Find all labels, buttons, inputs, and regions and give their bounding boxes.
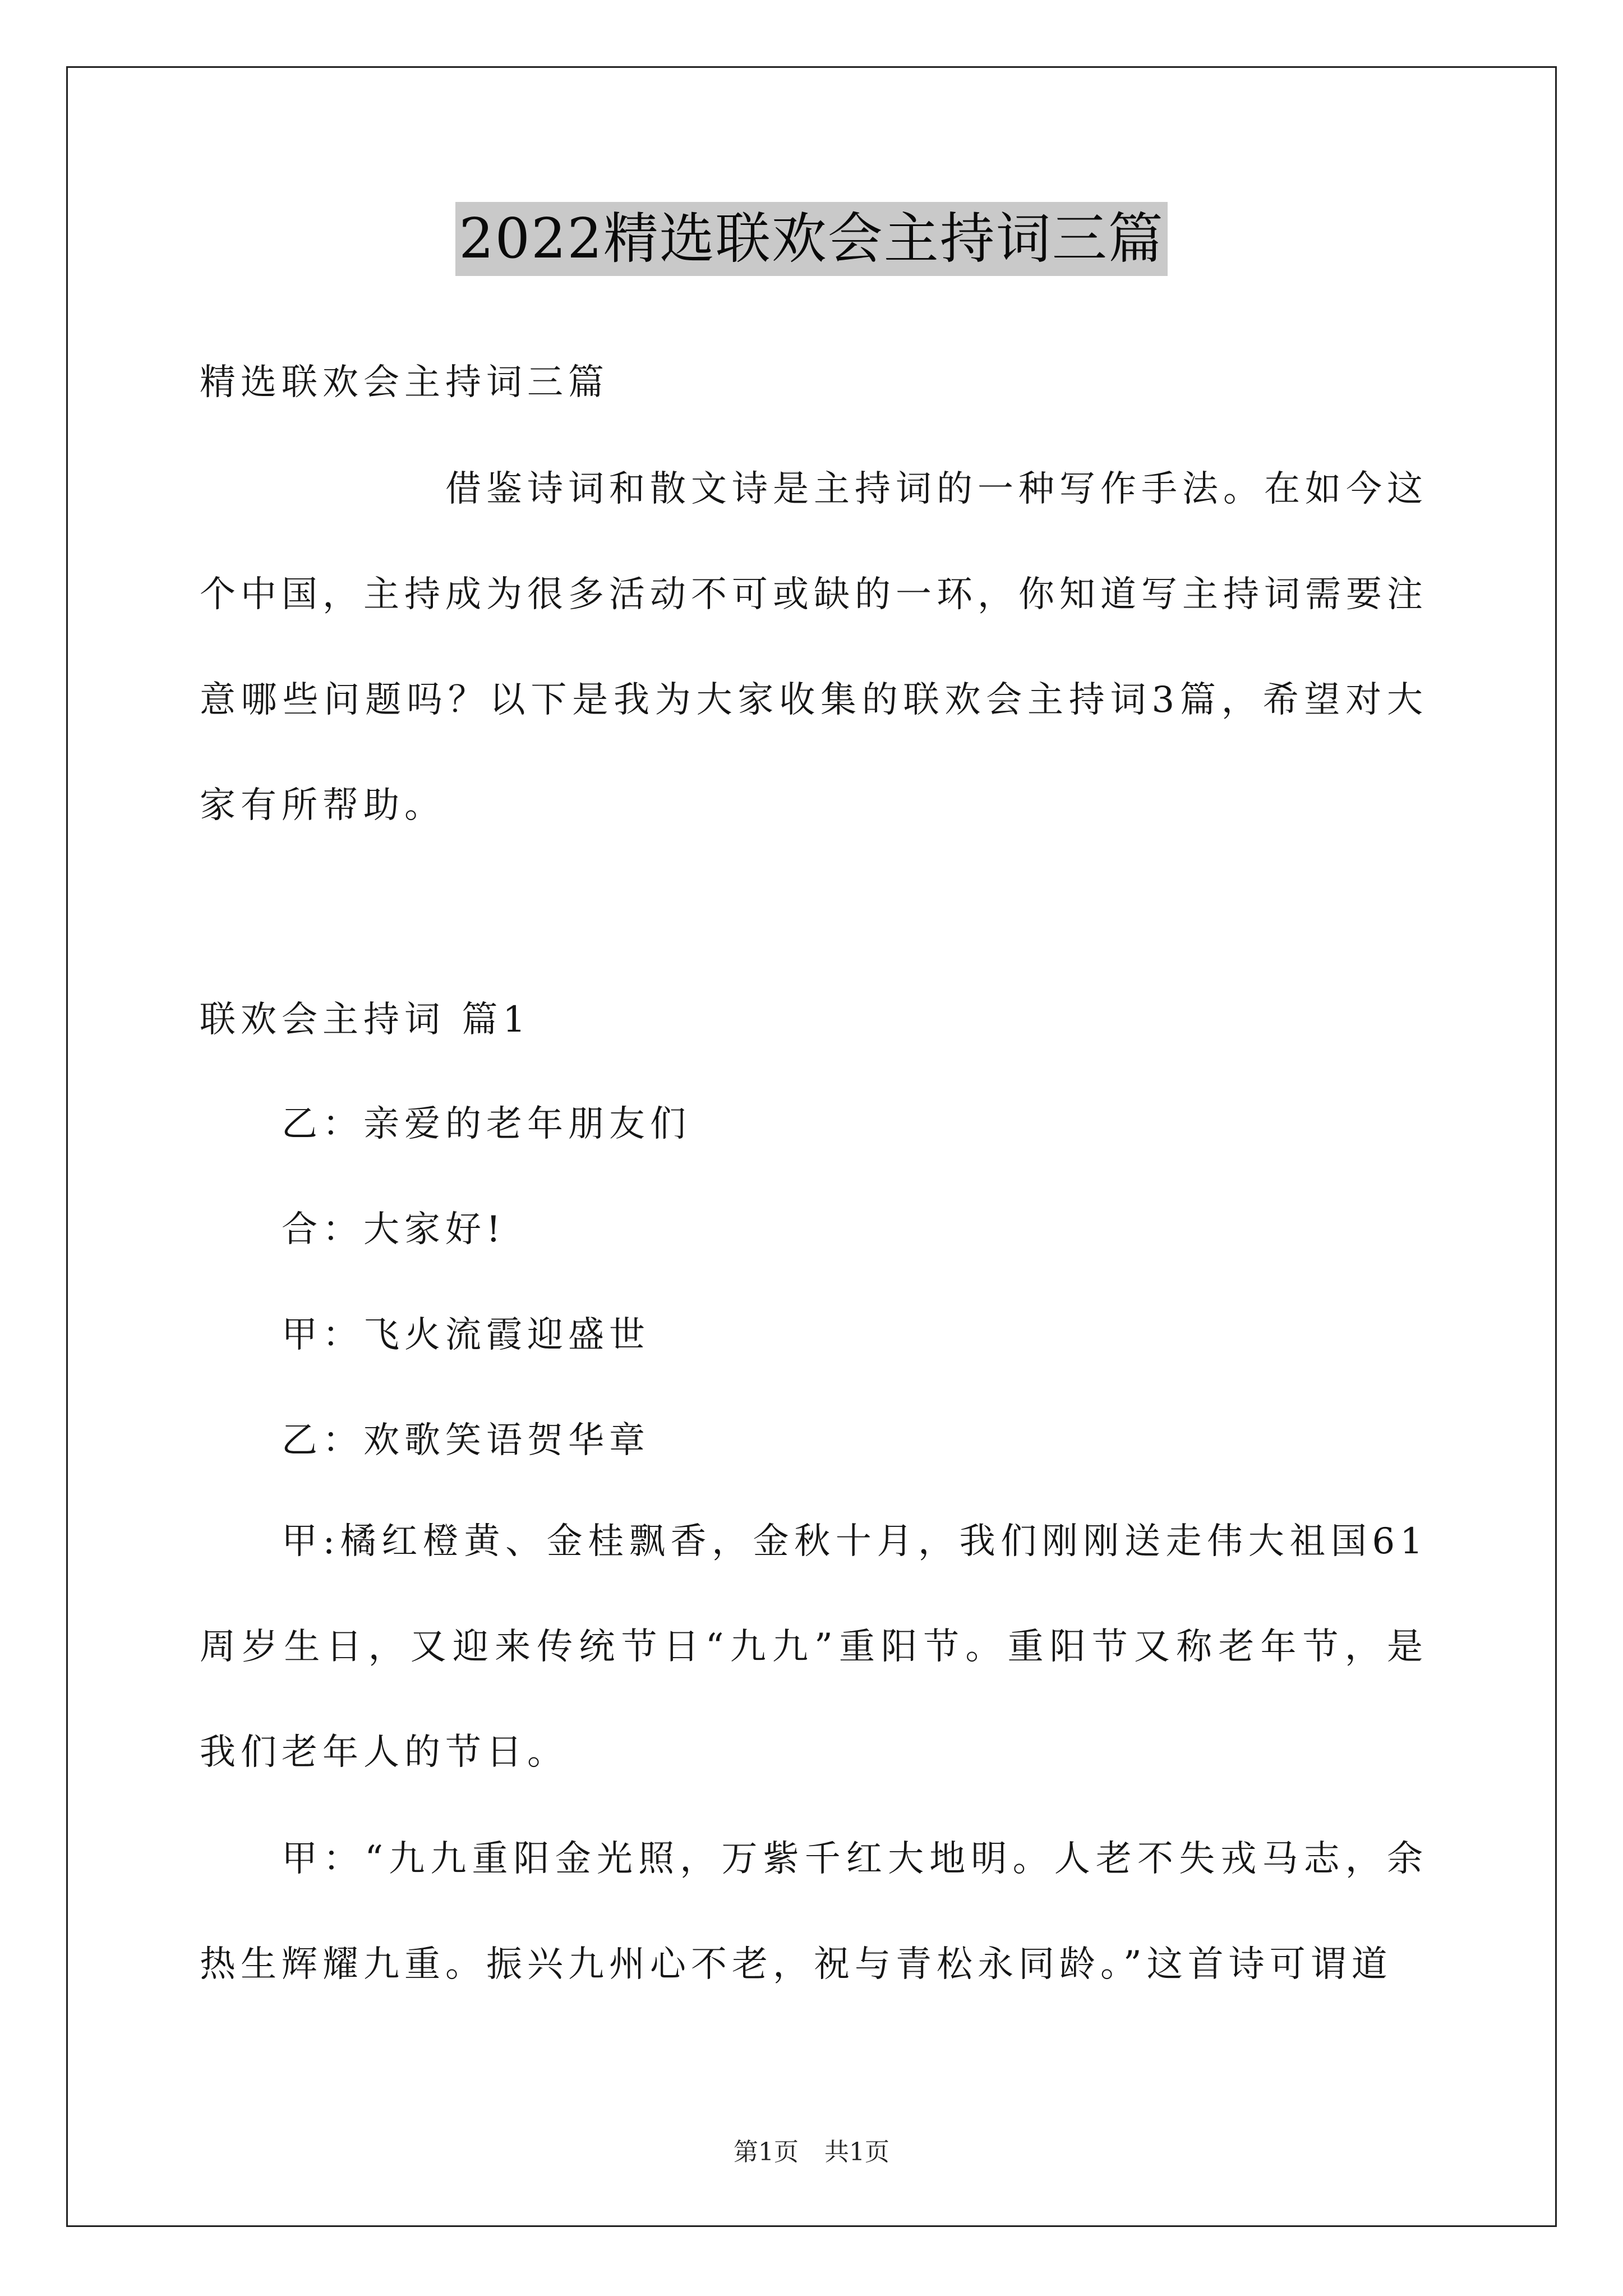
document-title: 2022精选联欢会主持词三篇 [455, 202, 1167, 276]
section-heading: 联欢会主持词 篇1 [200, 999, 531, 1041]
page-footer [0, 2132, 1623, 2168]
dialogue-line: 甲：飞火流霞迎盛世 [282, 1314, 650, 1356]
page-total: 共1页 [824, 2138, 889, 2166]
body-paragraph-1: 甲:橘红橙黄、金桂飘香，金秋十月，我们刚刚送走伟大祖国61周岁生日，又迎来传统节日“九九”重阳节。重阳节又称老年节，是我们老年人的节日。 [200, 1521, 1428, 1773]
page-number: 第1页 [734, 2138, 799, 2166]
body-paragraph-2: 甲：“九九重阳金光照，万紫千红大地明。人老不失戎马志，余热生辉耀九重。振兴九州心不老，祝与青松永同龄。”这首诗可谓道 [200, 1838, 1428, 1985]
document-subtitle: 精选联欢会主持词三篇 [200, 362, 609, 403]
dialogue-line: 乙：亲爱的老年朋友们 [282, 1103, 691, 1145]
title-container [0, 202, 1623, 276]
intro-paragraph: 借鉴诗词和散文诗是主持词的一种写作手法。在如今这个中国，主持成为很多活动不可或缺的一环，你知道写主持词需要注意哪些问题吗？以下是我为大家收集的联欢会主持词3篇，希望对大家有所帮助。 [200, 468, 1428, 826]
dialogue-line: 合：大家好! [282, 1209, 506, 1250]
dialogue-line: 乙：欢歌笑语贺华章 [282, 1420, 650, 1461]
